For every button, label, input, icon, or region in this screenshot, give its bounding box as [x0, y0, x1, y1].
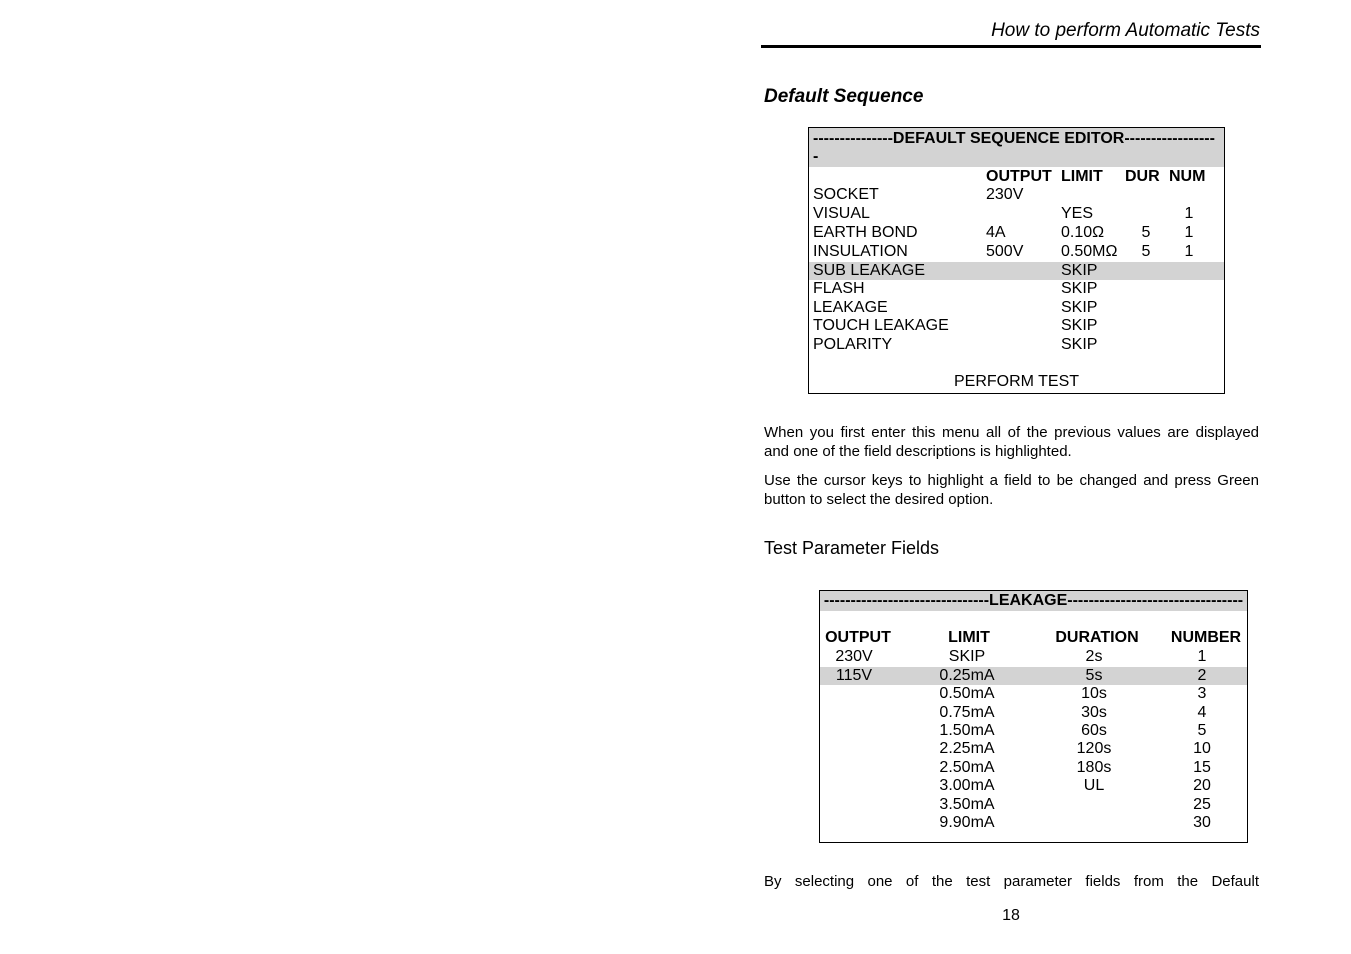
test-name: SOCKET	[813, 186, 879, 203]
leakage-row-selected[interactable]	[820, 667, 1247, 685]
leakage-row[interactable]	[820, 777, 1247, 795]
sequence-editor-screen	[808, 127, 1225, 394]
test-limit: YES	[1061, 205, 1094, 222]
test-name: FLASH	[813, 280, 865, 297]
column-header-num: NUM	[1169, 168, 1206, 185]
test-limit: SKIP	[1061, 336, 1098, 353]
number-option: 5	[1197, 722, 1207, 739]
leakage-row[interactable]	[820, 814, 1247, 832]
test-name: INSULATION	[813, 243, 908, 260]
duration-option: 5s	[1085, 667, 1103, 684]
limit-option: 9.90mA	[939, 814, 995, 831]
duration-option: 30s	[1081, 704, 1107, 721]
column-header-limit: LIMIT	[1061, 168, 1103, 185]
test-name: VISUAL	[813, 205, 870, 222]
test-duration: 5	[1141, 243, 1151, 260]
limit-option: 3.00mA	[939, 777, 995, 794]
test-name: SUB LEAKAGE	[813, 262, 926, 279]
number-option: 10	[1193, 740, 1211, 757]
leakage-row[interactable]	[820, 648, 1247, 666]
limit-option: 0.50mA	[939, 685, 995, 702]
number-option: 25	[1193, 796, 1211, 813]
section-title: Default Sequence	[764, 86, 924, 107]
sequence-row[interactable]	[809, 205, 1224, 223]
duration-option: UL	[1083, 777, 1105, 794]
limit-option: 2.50mA	[939, 759, 995, 776]
sequence-row-selected[interactable]	[809, 262, 1224, 280]
test-duration: 5	[1141, 224, 1151, 241]
test-name: EARTH BOND	[813, 224, 918, 241]
page-number: 18	[1002, 907, 1020, 924]
sequence-row[interactable]	[809, 280, 1224, 298]
sequence-row[interactable]	[809, 299, 1224, 317]
subsection-title: Test Parameter Fields	[764, 538, 940, 558]
test-limit: SKIP	[1061, 280, 1098, 297]
number-option: 15	[1193, 759, 1211, 776]
duration-option: 10s	[1081, 685, 1107, 702]
output-option: 230V	[835, 648, 873, 665]
paragraph-intro: When you first enter this menu all of the previous values are displayed and one of the field descriptions is highlighted.	[764, 424, 1259, 460]
test-output: 4A	[986, 224, 1006, 241]
sequence-row[interactable]	[809, 317, 1224, 335]
duration-option: 2s	[1085, 648, 1103, 665]
test-limit: SKIP	[1061, 262, 1098, 279]
duration-option: 120s	[1076, 740, 1112, 757]
test-limit: 0.10Ω	[1061, 224, 1105, 241]
paragraph-instructions: Use the cursor keys to highlight a field to be changed and press Green button to select the desired option.	[764, 472, 1259, 508]
limit-option: 0.75mA	[939, 704, 995, 721]
duration-option: 180s	[1076, 759, 1112, 776]
running-header: How to perform Automatic Tests	[991, 20, 1260, 41]
column-header-duration: DURATION	[1055, 629, 1139, 646]
test-number: 1	[1184, 224, 1194, 241]
limit-option: 3.50mA	[939, 796, 995, 813]
number-option: 30	[1193, 814, 1211, 831]
column-header-number: NUMBER	[1170, 629, 1242, 646]
limit-option: 1.50mA	[939, 722, 995, 739]
duration-option: 60s	[1081, 722, 1107, 739]
sequence-editor-title: ---------------DEFAULT SEQUENCE EDITOR----------------- -	[813, 130, 1215, 165]
number-option: 4	[1197, 704, 1207, 721]
header-rule	[761, 45, 1261, 48]
leakage-row[interactable]	[820, 704, 1247, 722]
leakage-parameter-screen	[819, 590, 1248, 843]
limit-option: 2.25mA	[939, 740, 995, 757]
column-header-output: OUTPUT	[825, 629, 891, 646]
leakage-title: -------------------------------LEAKAGE---------------------------------	[823, 592, 1244, 609]
test-name: TOUCH LEAKAGE	[813, 317, 949, 334]
leakage-row[interactable]	[820, 722, 1247, 740]
number-option: 2	[1197, 667, 1207, 684]
limit-option: 0.25mA	[939, 667, 995, 684]
sequence-row[interactable]	[809, 186, 1224, 204]
sequence-row[interactable]	[809, 243, 1224, 261]
number-option: 1	[1197, 648, 1207, 665]
column-header-limit: LIMIT	[948, 629, 990, 646]
test-limit: SKIP	[1061, 317, 1098, 334]
column-header-dur: DUR	[1125, 168, 1160, 185]
limit-option: SKIP	[948, 648, 986, 665]
test-name: LEAKAGE	[813, 299, 888, 316]
test-output: 500V	[986, 243, 1024, 260]
test-number: 1	[1184, 205, 1194, 222]
output-option: 115V	[835, 667, 873, 684]
paragraph-continuation: By selecting one of the test parameter fields from the Default	[764, 873, 1259, 890]
sequence-row[interactable]	[809, 336, 1224, 354]
number-option: 3	[1197, 685, 1207, 702]
perform-test-option[interactable]: PERFORM TEST	[953, 373, 1080, 390]
leakage-row[interactable]	[820, 685, 1247, 703]
test-limit: SKIP	[1061, 299, 1098, 316]
test-number: 1	[1184, 243, 1194, 260]
column-header-output: OUTPUT	[986, 168, 1052, 185]
leakage-row[interactable]	[820, 796, 1247, 814]
leakage-row[interactable]	[820, 740, 1247, 758]
number-option: 20	[1193, 777, 1211, 794]
test-limit: 0.50MΩ	[1061, 243, 1118, 260]
leakage-row[interactable]	[820, 759, 1247, 777]
test-output: 230V	[986, 186, 1024, 203]
sequence-row[interactable]	[809, 224, 1224, 242]
test-name: POLARITY	[813, 336, 893, 353]
